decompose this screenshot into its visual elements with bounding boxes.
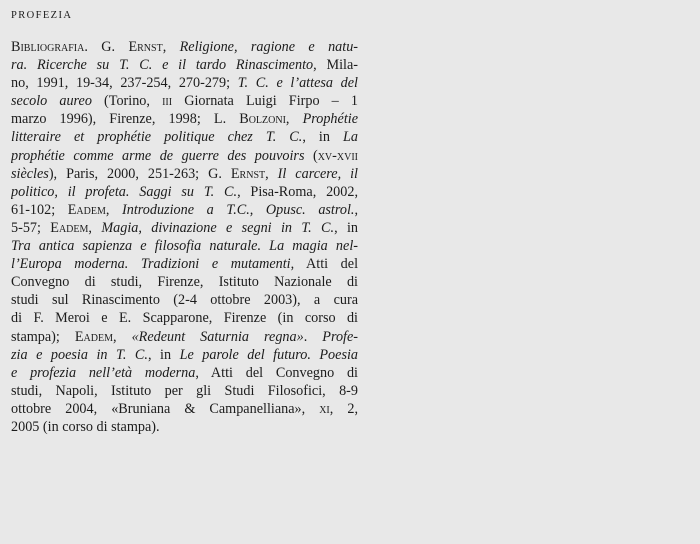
text-line bbox=[11, 56, 358, 74]
text-run: . bbox=[303, 328, 323, 345]
small-caps-run: Bolzoni bbox=[239, 111, 286, 128]
text-run: , Mila- bbox=[313, 57, 358, 74]
small-caps-run: Ernst bbox=[128, 39, 163, 55]
text-line bbox=[11, 364, 358, 382]
italic-run: Profe- bbox=[322, 328, 358, 345]
italic-run: Religione, ragione e natu- bbox=[179, 39, 358, 55]
text-line bbox=[11, 273, 358, 291]
text-run: ), Paris, 2000, 251-263; G. bbox=[48, 165, 231, 182]
italic-run: «Redeunt Saturnia regna» bbox=[131, 328, 304, 345]
text-run: 2005 (in corso di stampa). bbox=[11, 418, 160, 435]
text-line bbox=[11, 382, 358, 400]
text-line bbox=[11, 309, 358, 327]
italic-run: Le parole del futuro. Poesia bbox=[179, 346, 358, 363]
text-line bbox=[11, 128, 358, 146]
text-run: , bbox=[265, 165, 278, 182]
text-run: 61-102; bbox=[11, 201, 68, 218]
running-head: PROFEZIA bbox=[11, 10, 73, 21]
text-line bbox=[11, 110, 358, 128]
small-caps-run: Bibliografia. bbox=[11, 39, 88, 55]
italic-run: prophétie comme arme de guerre des pouvoirs bbox=[11, 147, 305, 164]
text-run: , Atti del Convegno di bbox=[195, 364, 358, 381]
text-line bbox=[11, 255, 358, 273]
text-run: , bbox=[162, 39, 180, 55]
italic-run: siècles bbox=[11, 165, 49, 182]
text-line bbox=[11, 400, 358, 418]
text-line bbox=[11, 291, 358, 309]
text-line bbox=[11, 328, 358, 346]
italic-run: litteraire et prophétie politique chez T. C. bbox=[11, 129, 303, 146]
text-line bbox=[11, 147, 358, 165]
text-run: marzo 1996), Firenze, 1998; L. bbox=[11, 111, 240, 128]
text-run: , bbox=[354, 201, 358, 218]
small-caps-run: Eadem bbox=[67, 201, 106, 218]
text-run: , 2, bbox=[329, 400, 358, 417]
text-run: , bbox=[285, 111, 303, 128]
text-run: stampa); bbox=[11, 328, 75, 345]
text-run: ottobre 2004, «Bruniana & Campanelliana», bbox=[11, 400, 320, 417]
italic-run: ra. Ricerche su T. C. e il tardo Rinascimento bbox=[11, 57, 314, 74]
text-run: G. bbox=[87, 39, 129, 55]
small-caps-run: Eadem bbox=[74, 328, 113, 345]
text-run: no, 1991, 19-34, 237-254, 270-279; bbox=[11, 75, 238, 92]
italic-run: Magia, divinazione e segni in T. C. bbox=[101, 219, 335, 236]
text-line bbox=[11, 219, 358, 237]
text-run: Giornata Luigi Firpo – 1 bbox=[172, 93, 358, 110]
text-run: (Torino, bbox=[91, 93, 163, 110]
italic-run: secolo aureo bbox=[11, 93, 92, 110]
text-run: , Atti del bbox=[290, 256, 358, 273]
italic-run: Introduzione a T.C., Opusc. astrol. bbox=[122, 201, 355, 218]
text-run: 5-57; bbox=[11, 219, 51, 236]
small-caps-run: iii bbox=[162, 93, 173, 110]
small-caps-run: xv-xvii bbox=[317, 147, 358, 164]
text-line bbox=[11, 183, 358, 201]
text-line bbox=[11, 346, 358, 364]
italic-run: zia e poesia in T. C. bbox=[11, 346, 148, 363]
text-run: , Pisa-Roma, 2002, bbox=[237, 183, 358, 200]
text-run: di F. Meroi e E. Scapparone, Firenze (in corso di bbox=[11, 310, 358, 327]
text-run: studi sul Rinascimento (2-4 ottobre 2003), a cura bbox=[11, 292, 358, 309]
italic-run: Il carcere, il bbox=[277, 165, 358, 182]
text-run: ( bbox=[304, 147, 318, 164]
text-line bbox=[11, 165, 358, 183]
text-run: , in bbox=[147, 346, 180, 363]
text-line bbox=[11, 237, 358, 255]
italic-run: T. C. e l’attesa del bbox=[237, 75, 358, 92]
text-line bbox=[11, 74, 358, 92]
text-run: Convegno di studi, Firenze, Istituto Nazionale di bbox=[11, 274, 358, 291]
small-caps-run: Ernst bbox=[230, 165, 266, 182]
italic-run: La bbox=[343, 129, 358, 146]
text-run: studi, Napoli, Istituto per gli Studi Filosofici, 8-9 bbox=[11, 382, 358, 399]
text-line bbox=[11, 38, 358, 56]
text-run: , in bbox=[334, 219, 358, 236]
bibliography-paragraph bbox=[11, 38, 358, 436]
small-caps-run: xi bbox=[319, 400, 330, 417]
italic-run: l’Europa moderna. Tradizioni e mutamenti bbox=[11, 256, 291, 273]
text-run: , bbox=[88, 219, 102, 236]
italic-run: politico, il profeta. Saggi su T. C. bbox=[11, 183, 238, 200]
italic-run: e profezia nell’età moderna bbox=[11, 364, 196, 381]
text-run: , in bbox=[302, 129, 344, 146]
text-line bbox=[11, 92, 358, 110]
italic-run: Tra antica sapienza e filosofia naturale. La magia nel- bbox=[11, 238, 358, 255]
text-run: , bbox=[113, 328, 132, 345]
text-line bbox=[11, 418, 358, 436]
small-caps-run: Eadem bbox=[50, 219, 89, 236]
text-run: , bbox=[105, 201, 123, 218]
italic-run: Prophétie bbox=[302, 111, 358, 128]
text-line bbox=[11, 201, 358, 219]
